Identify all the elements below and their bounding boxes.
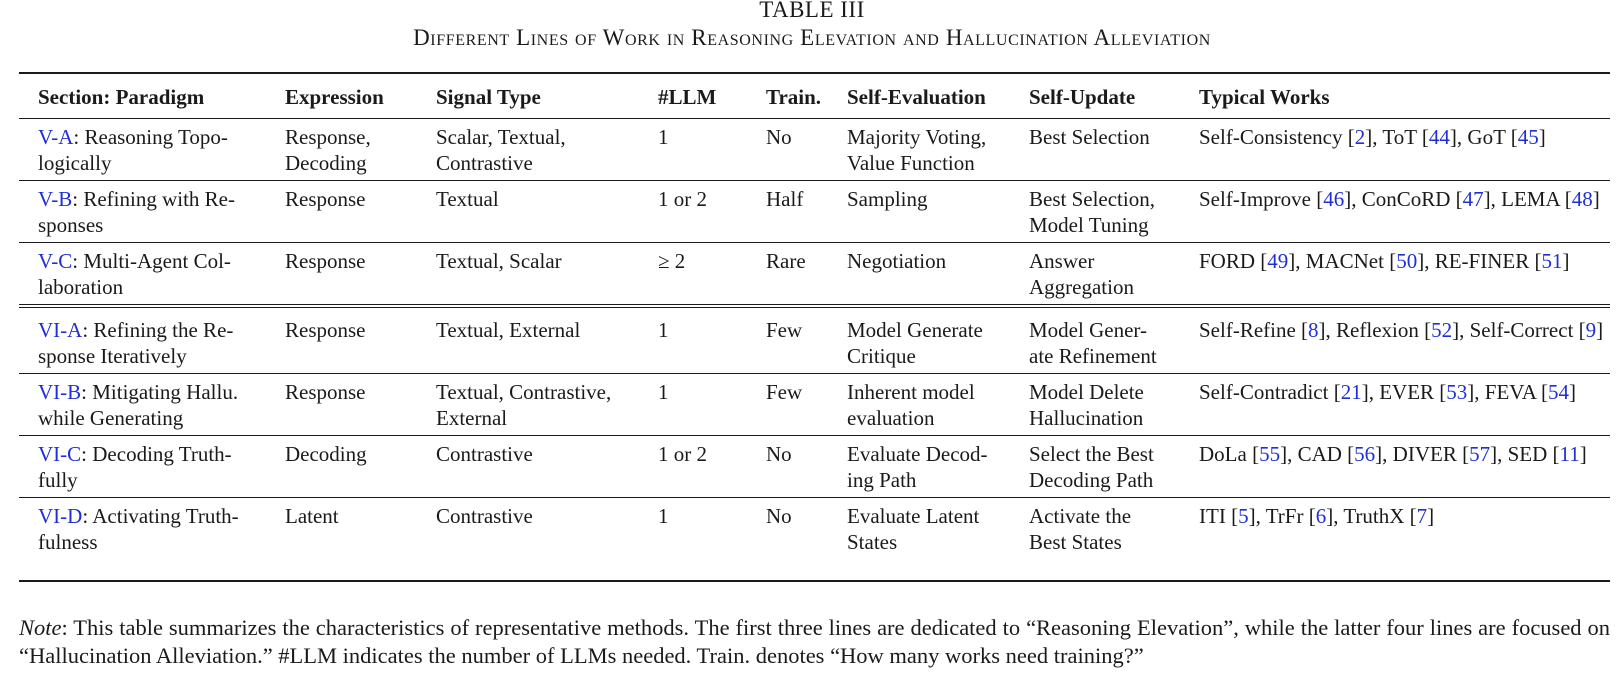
- cell-paradigm: [19, 181, 249, 243]
- section-link[interactable]: VI-D: [38, 504, 83, 528]
- cell-train: Half: [730, 181, 811, 243]
- citation-link[interactable]: 7: [1416, 504, 1428, 528]
- work-name: , Reflexion: [1325, 318, 1425, 342]
- table-row: [19, 374, 1610, 436]
- paradigm-text: : Decoding Truth-fully: [38, 442, 232, 492]
- cell-train: No: [730, 498, 811, 560]
- cell-signal-type: Textual, Contrastive, External: [400, 374, 622, 436]
- section-link[interactable]: V-A: [38, 125, 74, 149]
- cell-expression: Response: [249, 243, 400, 307]
- cell-self-update: Model Delete Hallucination: [993, 374, 1163, 436]
- work-name: , FEVA: [1474, 380, 1542, 404]
- citation-link[interactable]: 44: [1428, 125, 1450, 149]
- cell-train: No: [730, 436, 811, 498]
- work-name: FORD: [1199, 249, 1261, 273]
- cell-typical-works: ITI [5], TrFr [6], TruthX [7]: [1163, 498, 1610, 560]
- cell-train: Few: [730, 306, 811, 374]
- paradigm-text: : Refining the Re-sponse Iteratively: [38, 318, 234, 368]
- methods-table: [19, 76, 1610, 559]
- cell-self-update: Model Gener-ate Refinement: [993, 306, 1163, 374]
- cell-typical-works: DoLa [55], CAD [56], DIVER [57], SED [11]: [1163, 436, 1610, 498]
- cell-self-evaluation: Majority Voting, Value Function: [811, 119, 993, 181]
- header-signal-type: Signal Type: [436, 85, 541, 109]
- section-link[interactable]: VI-A: [38, 318, 83, 342]
- cell-paradigm: [19, 498, 249, 560]
- work-name: ITI: [1199, 504, 1232, 528]
- table-row: [19, 181, 1610, 243]
- cell-expression: Decoding: [249, 436, 400, 498]
- cell-self-evaluation: Negotiation: [811, 243, 993, 307]
- section-link[interactable]: V-C: [38, 249, 73, 273]
- work-name: , EVER: [1368, 380, 1440, 404]
- header-typical-works: Typical Works: [1199, 85, 1330, 109]
- citation-link[interactable]: 56: [1354, 442, 1376, 466]
- cell-llm: 1 or 2: [622, 436, 730, 498]
- work-name: , TruthX: [1333, 504, 1410, 528]
- work-name: , SED: [1497, 442, 1553, 466]
- cell-self-evaluation: Sampling: [811, 181, 993, 243]
- note-text: : This table summarizes the characteristics of representative methods. The first three lines are dedicated to “Reasoning Elevation”, while the latter four lines are focused on “Hallucination Alleviation.” #LLM indicates the number of LLMs needed. Train. denotes “How many works need training?”: [19, 615, 1610, 668]
- table-note: [19, 614, 1610, 670]
- table-row: [19, 436, 1610, 498]
- citation-link[interactable]: 52: [1431, 318, 1453, 342]
- paradigm-text: : Activating Truth-fulness: [38, 504, 239, 554]
- work-name: , ConCoRD: [1351, 187, 1456, 211]
- citation-link[interactable]: 9: [1585, 318, 1597, 342]
- header-llm: #LLM: [658, 85, 717, 109]
- work-name: DoLa: [1199, 442, 1253, 466]
- work-name: , CAD: [1287, 442, 1348, 466]
- paradigm-text: : Refining with Re-sponses: [38, 187, 235, 237]
- section-link[interactable]: V-B: [38, 187, 73, 211]
- cell-self-update: Answer Aggregation: [993, 243, 1163, 307]
- work-name: , MACNet: [1295, 249, 1390, 273]
- table-title: Different Lines of Work in Reasoning Elevation and Hallucination Alleviation: [413, 25, 1211, 50]
- header-expression: Expression: [285, 85, 384, 109]
- citation-link[interactable]: 53: [1446, 380, 1468, 404]
- work-name: , GoT: [1456, 125, 1511, 149]
- citation-link[interactable]: 57: [1469, 442, 1491, 466]
- work-name: , DIVER: [1382, 442, 1463, 466]
- citation-link[interactable]: 54: [1548, 380, 1570, 404]
- citation-link[interactable]: 2: [1354, 125, 1366, 149]
- cell-signal-type: Contrastive: [400, 436, 622, 498]
- cell-train: No: [730, 119, 811, 181]
- paradigm-text: : Multi-Agent Col-laboration: [38, 249, 231, 299]
- table-row: [19, 498, 1610, 560]
- citation-link[interactable]: 51: [1541, 249, 1563, 273]
- cell-paradigm: [19, 374, 249, 436]
- citation-link[interactable]: 49: [1267, 249, 1289, 273]
- cell-self-evaluation: Evaluate Decod-ing Path: [811, 436, 993, 498]
- note-label: Note: [19, 615, 62, 640]
- work-name: , RE-FINER: [1424, 249, 1535, 273]
- cell-llm: 1 or 2: [622, 181, 730, 243]
- cell-paradigm: [19, 243, 249, 307]
- header-row: [19, 76, 1610, 119]
- cell-typical-works: Self-Refine [8], Reflexion [52], Self-Correct [9]: [1163, 306, 1610, 374]
- citation-link[interactable]: 6: [1315, 504, 1327, 528]
- work-name: Self-Refine: [1199, 318, 1302, 342]
- bottom-rule: [19, 580, 1610, 582]
- header-paradigm: Section: Paradigm: [38, 85, 205, 109]
- cell-self-evaluation: Model Generate Critique: [811, 306, 993, 374]
- section-link[interactable]: VI-B: [38, 380, 82, 404]
- header-self-evaluation: Self-Evaluation: [847, 85, 986, 109]
- cell-self-update: Best Selection: [993, 119, 1163, 181]
- cell-typical-works: Self-Improve [46], ConCoRD [47], LEMA [48]: [1163, 181, 1610, 243]
- cell-train: Rare: [730, 243, 811, 307]
- cell-llm: 1: [622, 498, 730, 560]
- cell-signal-type: Textual: [400, 181, 622, 243]
- citation-link[interactable]: 46: [1323, 187, 1345, 211]
- cell-llm: 1: [622, 119, 730, 181]
- cell-train: Few: [730, 374, 811, 436]
- cell-expression: Response: [249, 306, 400, 374]
- cell-self-evaluation: Evaluate Latent States: [811, 498, 993, 560]
- cell-expression: Response: [249, 181, 400, 243]
- work-name: Self-Contradict: [1199, 380, 1334, 404]
- cell-expression: Latent: [249, 498, 400, 560]
- citation-link[interactable]: 47: [1462, 187, 1484, 211]
- table-row: [19, 243, 1610, 307]
- cell-paradigm: [19, 436, 249, 498]
- work-name: , Self-Correct: [1459, 318, 1579, 342]
- cell-llm: 1: [622, 306, 730, 374]
- cell-typical-works: Self-Contradict [21], EVER [53], FEVA [54]: [1163, 374, 1610, 436]
- cell-self-evaluation: Inherent model evaluation: [811, 374, 993, 436]
- citation-link[interactable]: 45: [1517, 125, 1539, 149]
- table-row: [19, 306, 1610, 374]
- cell-typical-works: FORD [49], MACNet [50], RE-FINER [51]: [1163, 243, 1610, 307]
- work-name: Self-Improve: [1199, 187, 1317, 211]
- work-name: , LEMA: [1490, 187, 1565, 211]
- cell-self-update: Best Selection, Model Tuning: [993, 181, 1163, 243]
- cell-signal-type: Contrastive: [400, 498, 622, 560]
- citation-link[interactable]: 11: [1559, 442, 1580, 466]
- cell-signal-type: Textual, External: [400, 306, 622, 374]
- work-name: , TrFr: [1255, 504, 1309, 528]
- citation-link[interactable]: 48: [1571, 187, 1593, 211]
- citation-link[interactable]: 8: [1308, 318, 1319, 342]
- paradigm-text: : Reasoning Topo-logically: [38, 125, 228, 175]
- cell-signal-type: Textual, Scalar: [400, 243, 622, 307]
- paradigm-text: : Mitigating Hallu. while Generating: [38, 380, 239, 430]
- cell-expression: Response, Decoding: [249, 119, 400, 181]
- cell-llm: 1: [622, 374, 730, 436]
- cell-signal-type: Scalar, Textual, Contrastive: [400, 119, 622, 181]
- citation-link[interactable]: 5: [1238, 504, 1249, 528]
- cell-self-update: Activate the Best States: [993, 498, 1163, 560]
- work-name: , ToT: [1372, 125, 1422, 149]
- cell-expression: Response: [249, 374, 400, 436]
- cell-typical-works: Self-Consistency [2], ToT [44], GoT [45]: [1163, 119, 1610, 181]
- table-row: [19, 119, 1610, 181]
- citation-link[interactable]: 21: [1340, 380, 1362, 404]
- cell-paradigm: [19, 119, 249, 181]
- citation-link[interactable]: 55: [1259, 442, 1281, 466]
- top-rule: [19, 72, 1610, 74]
- work-name: Self-Consistency: [1199, 125, 1348, 149]
- header-train: Train.: [766, 85, 822, 109]
- header-self-update: Self-Update: [1029, 85, 1136, 109]
- table-label: TABLE III: [759, 0, 865, 22]
- section-link[interactable]: VI-C: [38, 442, 82, 466]
- cell-paradigm: [19, 306, 249, 374]
- cell-self-update: Select the Best Decoding Path: [993, 436, 1163, 498]
- citation-link[interactable]: 50: [1396, 249, 1418, 273]
- cell-llm: ≥ 2: [622, 243, 730, 307]
